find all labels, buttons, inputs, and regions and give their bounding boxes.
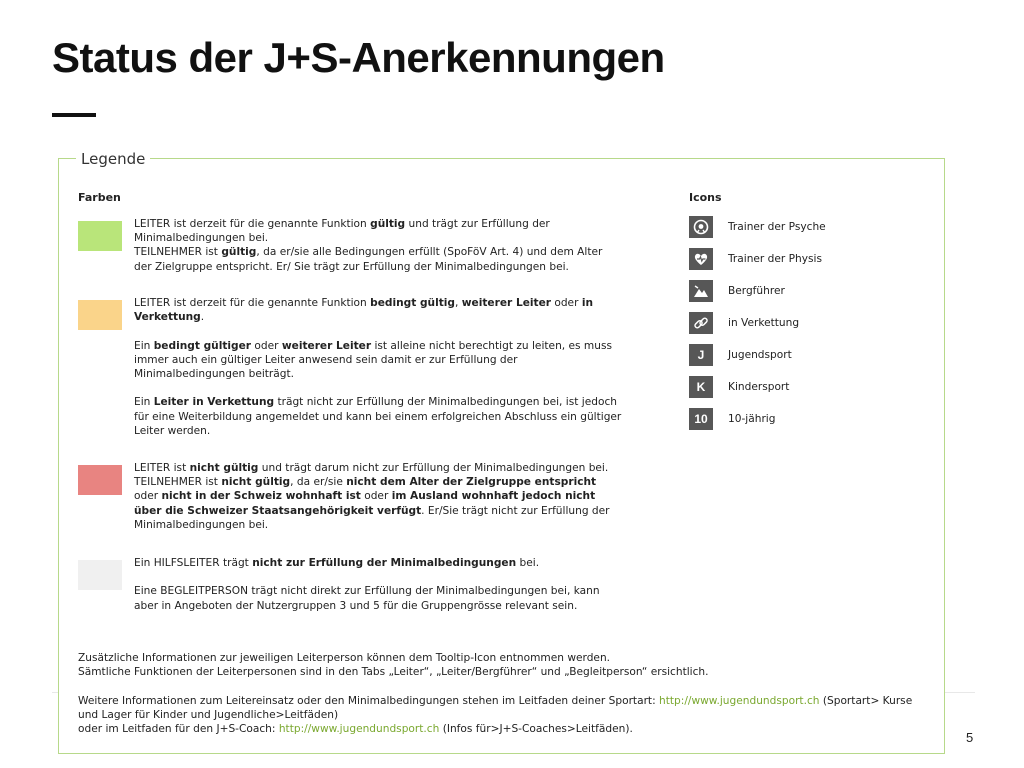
text-segment: . Er/Sie trägt nicht zur Erfüllung der bbox=[421, 504, 610, 517]
text-segment: LEITER ist derzeit für die genannte Funktion bbox=[134, 297, 371, 309]
text-segment: Ein HILFSLEITER trägt bbox=[134, 557, 253, 569]
bold-text: nicht gültig bbox=[221, 476, 291, 489]
icon-label-psyche: Trainer der Psyche bbox=[728, 221, 826, 233]
bold-text: nicht in der Schweiz wohnhaft ist bbox=[161, 490, 361, 503]
colors-heading: Farben bbox=[78, 191, 121, 204]
text-segment: Ein bbox=[134, 339, 154, 352]
bold-text: nicht gültig bbox=[189, 462, 259, 474]
text-line bbox=[134, 410, 634, 424]
text-line bbox=[134, 395, 634, 409]
text-segment: bei. bbox=[516, 557, 540, 569]
icon-row-kinder bbox=[689, 375, 789, 399]
text-segment: Minimalbedingungen bei. bbox=[134, 232, 269, 245]
bold-text: gültig bbox=[370, 218, 406, 230]
icon-row-physis bbox=[689, 247, 822, 271]
icon-label-physis: Trainer der Physis bbox=[728, 253, 822, 265]
text-line bbox=[134, 556, 634, 570]
text-line bbox=[134, 475, 634, 489]
text-segment: TEILNEHMER ist bbox=[134, 246, 222, 259]
text-segment: , da er/sie alle Bedingungen erfüllt (SpoFöV Art. 4) und dem Alter bbox=[256, 246, 603, 259]
text-line bbox=[134, 353, 634, 367]
text-line bbox=[78, 679, 938, 693]
text-line bbox=[78, 722, 938, 736]
text-segment: Minimalbedingungen beiträgt. bbox=[134, 368, 295, 381]
slide-title: Status der J+S-Anerkennungen bbox=[52, 34, 665, 81]
text-line bbox=[134, 381, 634, 395]
bold-text: in bbox=[581, 297, 593, 309]
text-line bbox=[134, 599, 634, 613]
text-segment: (Sportart> Kurse bbox=[819, 694, 913, 707]
legend-text-helper bbox=[134, 556, 634, 613]
text-segment: oder bbox=[134, 490, 162, 503]
text-line bbox=[134, 504, 634, 518]
swatch-green bbox=[78, 221, 122, 251]
swatch-orange bbox=[78, 300, 122, 330]
text-segment: oder bbox=[360, 490, 392, 503]
text-line bbox=[78, 651, 938, 665]
icon-row-psyche bbox=[689, 215, 826, 239]
legend-footer bbox=[78, 651, 938, 736]
text-line bbox=[134, 245, 634, 259]
text-line bbox=[78, 665, 938, 679]
page-number: 5 bbox=[966, 730, 974, 745]
text-line bbox=[134, 296, 634, 310]
bold-text: gültig bbox=[221, 246, 257, 259]
text-segment: Minimalbedingungen bei. bbox=[134, 518, 269, 531]
text-segment: und trägt darum nicht zur Erfüllung der Minimalbedingungen bei. bbox=[258, 462, 609, 474]
text-line bbox=[134, 260, 634, 274]
text-line bbox=[134, 324, 634, 338]
text-line bbox=[134, 367, 634, 381]
text-segment: aber in Angeboten der Nutzergruppen 3 und 5 für die Gruppengrösse relevant sein. bbox=[134, 599, 578, 612]
legend-caption: Legende bbox=[76, 150, 150, 168]
text-segment: ist alleine nicht berechtigt zu leiten, es muss bbox=[371, 339, 612, 352]
bold-text: Verkettung bbox=[134, 311, 201, 324]
icon-row-mountain bbox=[689, 279, 785, 303]
icons-heading: Icons bbox=[689, 191, 722, 204]
text-line bbox=[134, 217, 634, 231]
bold-text: Leiter in Verkettung bbox=[153, 396, 275, 409]
jugendundsport-link[interactable]: http://www.jugendundsport.ch bbox=[659, 694, 820, 707]
swatch-grey bbox=[78, 560, 122, 590]
icon-label-chain: in Verkettung bbox=[728, 317, 800, 329]
text-segment: Ein bbox=[134, 396, 154, 409]
icon-row-ten bbox=[689, 407, 775, 431]
text-line bbox=[134, 518, 634, 532]
swatch-red bbox=[78, 465, 122, 495]
text-segment: Leiter werden. bbox=[134, 424, 211, 437]
text-line bbox=[134, 570, 634, 584]
text-line bbox=[134, 310, 634, 324]
legend-text-invalid bbox=[134, 461, 634, 532]
text-line bbox=[134, 584, 634, 598]
text-segment: oder im Leitfaden für den J+S-Coach: bbox=[78, 723, 279, 736]
k-letter-icon: K bbox=[689, 376, 713, 398]
text-segment: oder bbox=[550, 297, 582, 309]
text-segment: (Infos für>J+S-Coaches>Leitfäden). bbox=[439, 723, 633, 736]
text-segment: , da er/sie bbox=[290, 476, 347, 489]
icon-row-chain bbox=[689, 311, 799, 335]
text-line bbox=[134, 424, 634, 438]
text-line bbox=[78, 708, 938, 722]
text-segment: LEITER ist derzeit für die genannte Funktion bbox=[134, 218, 371, 230]
icon-label-ten: 10-jährig bbox=[728, 413, 776, 425]
text-segment: . bbox=[200, 311, 205, 324]
text-line bbox=[78, 694, 938, 708]
bold-text: weiterer Leiter bbox=[461, 297, 551, 309]
text-segment: oder bbox=[251, 339, 282, 352]
chain-link-icon bbox=[689, 312, 713, 334]
text-line bbox=[134, 339, 634, 353]
text-segment: TEILNEHMER ist bbox=[134, 476, 222, 489]
bold-text: bedingt gültiger bbox=[153, 339, 252, 352]
text-segment: und trägt zur Erfüllung der bbox=[405, 218, 550, 230]
icon-label-mountain: Bergführer bbox=[728, 285, 785, 297]
legend-text-valid bbox=[134, 217, 634, 274]
text-segment: trägt nicht zur Erfüllung der Minimalbedingungen bei, ist jedoch bbox=[274, 396, 617, 409]
text-segment: LEITER ist bbox=[134, 462, 190, 474]
mountain-icon bbox=[689, 280, 713, 302]
icon-label-jugend: Jugendsport bbox=[728, 349, 792, 361]
divider-line bbox=[945, 692, 975, 693]
text-segment: , bbox=[455, 297, 462, 309]
ten-icon: 10 bbox=[689, 408, 713, 430]
bold-text: bedingt gültig bbox=[370, 297, 456, 309]
title-underline bbox=[52, 113, 96, 117]
text-segment: und Lager für Kinder und Jugendliche>Leitfäden) bbox=[78, 708, 339, 721]
text-segment: für eine Weiterbildung angemeldet und kann bei einem erfolgreichen Abschluss ein gültiger bbox=[134, 410, 622, 423]
text-line bbox=[134, 461, 634, 475]
legend-text-conditional bbox=[134, 296, 634, 438]
icon-label-kinder: Kindersport bbox=[728, 381, 790, 393]
text-segment: Zusätzliche Informationen zur jeweiligen Leiterperson können dem Tooltip-Icon entnommen werden. bbox=[78, 652, 611, 664]
bold-text: nicht dem Alter der Zielgruppe entspricht bbox=[346, 476, 597, 489]
j-letter-icon: J bbox=[689, 344, 713, 366]
bold-text: im Ausland wohnhaft jedoch nicht bbox=[391, 490, 596, 503]
icon-row-jugend bbox=[689, 343, 792, 367]
text-line bbox=[134, 231, 634, 245]
text-line bbox=[134, 489, 634, 503]
bold-text: über die Schweizer Staatsangehörigkeit verfügt bbox=[134, 504, 422, 517]
psyche-head-icon bbox=[689, 216, 713, 238]
text-segment: immer auch ein gültiger Leiter anwesend sein damit er zur Erfüllung der bbox=[134, 353, 518, 366]
text-segment: Sämtliche Funktionen der Leiterpersonen sind in den Tabs „Leiter“, „Leiter/Bergführer“ und „Begleitperson“ ersichtlich. bbox=[78, 666, 709, 679]
text-segment: Eine BEGLEITPERSON trägt nicht direkt zur Erfüllung der Minimalbedingungen bei, kann bbox=[134, 585, 600, 598]
text-segment: der Zielgruppe entspricht. Er/ Sie trägt zur Erfüllung der Minimalbedingungen bei. bbox=[134, 260, 569, 273]
jugendundsport-link[interactable]: http://www.jugendundsport.ch bbox=[278, 723, 440, 736]
text-segment: Weitere Informationen zum Leitereinsatz oder den Minimalbedingungen stehen im Leitfaden deiner Sportart: bbox=[78, 694, 660, 707]
bold-text: nicht zur Erfüllung der Minimalbedingungen bbox=[252, 557, 517, 569]
heart-pulse-icon bbox=[689, 248, 713, 270]
divider-line bbox=[52, 692, 58, 693]
bold-text: weiterer Leiter bbox=[281, 339, 372, 352]
